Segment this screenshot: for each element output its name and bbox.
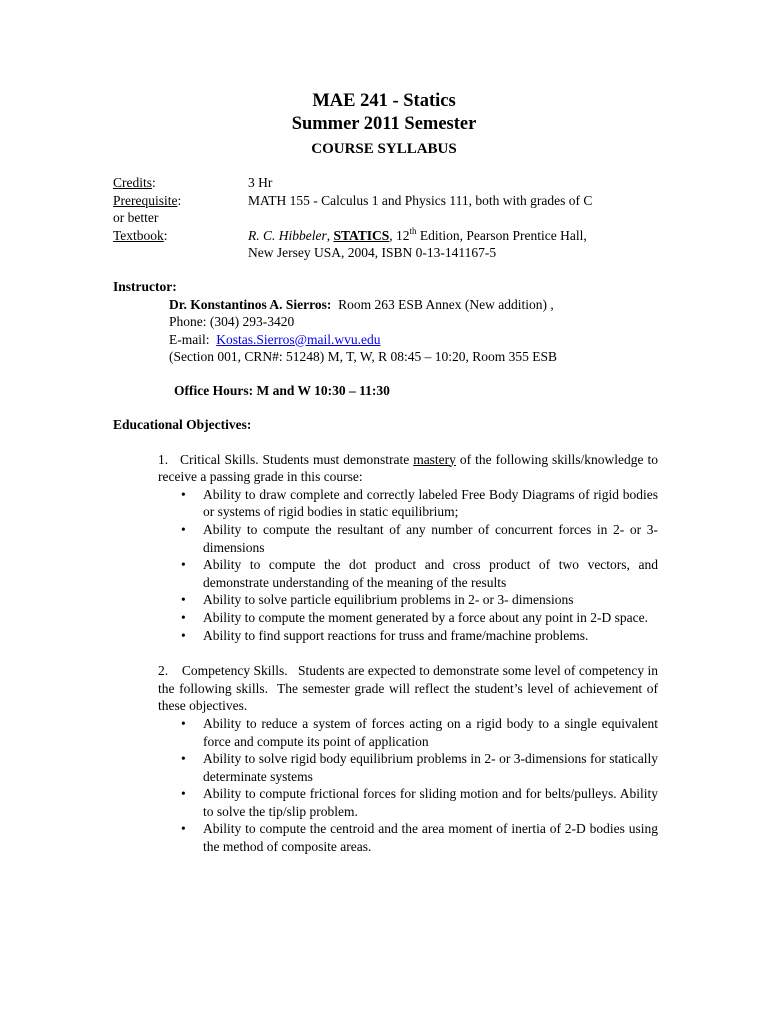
instructor-heading: Instructor:	[113, 279, 177, 294]
list-item: • Ability to compute the centroid and the area moment of inertia of 2-D bodies using the method of composite areas.	[181, 821, 658, 855]
prerequisite-row: Prerequisite: MATH 155 - Calculus 1 and Physics 111, both with grades of C	[113, 192, 658, 210]
textbook-title: STATICS	[333, 227, 390, 243]
prerequisite-label: Prerequisite	[113, 192, 178, 208]
bullet-icon: •	[181, 786, 186, 802]
syllabus-heading: COURSE SYLLABUS	[311, 141, 457, 157]
credits-label: Credits	[113, 175, 152, 190]
list-item: • Ability to compute the resultant of any number of concurrent forces in 2- or 3- dimensions	[181, 521, 658, 555]
office-hours: Office Hours: M and W 10:30 – 11:30	[174, 383, 390, 398]
textbook-edition: 12	[396, 227, 410, 243]
email-link[interactable]: Kostas.Sierros@mail.wvu.edu	[216, 331, 381, 347]
bullet-icon: •	[181, 715, 186, 731]
credits-value: 3 Hr	[248, 175, 273, 190]
textbook-label: Textbook	[113, 227, 164, 243]
prerequisite-value: MATH 155 - Calculus 1 and Physics 111, both with grades of C	[248, 192, 593, 208]
bullet-icon: •	[181, 592, 186, 608]
competency-skills-intro: 2. Competency Skills. Students are expected to demonstrate some level of competency in the following skills. The semester grade will reflect the student’s level of achievement of these objectives.	[158, 663, 662, 714]
bullet-icon: •	[181, 557, 186, 573]
textbook-edition-suffix: th	[409, 225, 417, 236]
textbook-publisher: Edition, Pearson Prentice Hall,	[416, 227, 587, 243]
section-schedule: (Section 001, CRN#: 51248) M, T, W, R 08:45 – 10:20, Room 355 ESB	[169, 349, 558, 365]
prerequisite-value-wrap: or better	[113, 210, 159, 226]
textbook-row: Textbook: R. C. Hibbeler, STATICS, 12th Edition, Pearson Prentice Hall,	[113, 227, 658, 245]
textbook-author: R. C. Hibbeler	[248, 227, 327, 243]
textbook-isbn: New Jersey USA, 2004, ISBN 0-13-141167-5	[248, 245, 497, 261]
instructor-section	[113, 278, 658, 366]
credits-row: Credits: 3 Hr	[113, 174, 658, 192]
course-info	[113, 174, 658, 262]
competency-skills-list	[178, 715, 658, 856]
instructor-name: Dr. Konstantinos A. Sierros:	[169, 296, 332, 312]
critical-skills-list	[178, 486, 658, 644]
bullet-icon: •	[181, 609, 186, 625]
list-item: • Ability to solve rigid body equilibrium problems in 2- or 3-dimensions for statically determinate systems	[181, 751, 658, 784]
bullet-icon: •	[181, 627, 186, 643]
title-block	[0, 90, 768, 160]
course-title: MAE 241 - Statics	[312, 91, 456, 111]
list-item: • Ability to compute the dot product and cross product of two vectors, and demonstrate understanding of the meaning of the results	[181, 557, 658, 590]
mastery-word: mastery	[413, 451, 456, 467]
list-item: • Ability to reduce a system of forces acting on a rigid body to a single equivalent force and compute its point of application	[181, 715, 658, 749]
bullet-icon: •	[181, 821, 186, 837]
list-item: • Ability to find support reactions for truss and frame/machine problems.	[181, 627, 589, 643]
critical-skills-intro: 1. Critical Skills. Students must demonstrate mastery of the following skills/knowledge to receive a passing grade in this course:	[158, 451, 658, 485]
objectives-heading: Educational Objectives:	[113, 417, 252, 432]
bullet-icon: •	[181, 486, 186, 502]
bullet-icon: •	[181, 521, 186, 537]
semester-title: Summer 2011 Semester	[291, 114, 477, 134]
textbook-value: R. C. Hibbeler, STATICS, 12th Edition, Pearson Prentice Hall,	[248, 225, 587, 243]
list-item: • Ability to draw complete and correctly labeled Free Body Diagrams of rigid bodies or systems of rigid bodies in static equilibrium;	[181, 486, 658, 520]
list-item: • Ability to compute the moment generated by a force about any point in 2-D space.	[181, 609, 648, 625]
list-item: • Ability to solve particle equilibrium problems in 2- or 3- dimensions	[181, 592, 574, 608]
item-number: 1.	[158, 451, 169, 467]
objectives-section	[113, 416, 662, 856]
email-label: E-mail:	[169, 331, 217, 347]
bullet-icon: •	[181, 751, 186, 767]
list-item: • Ability to compute frictional forces for sliding motion and for belts/pulleys. Ability to solve the tip/slip problem.	[181, 786, 658, 819]
instructor-phone: Phone: (304) 293-3420	[169, 314, 295, 330]
instructor-room: Room 263 ESB Annex (New addition) ,	[331, 296, 554, 312]
